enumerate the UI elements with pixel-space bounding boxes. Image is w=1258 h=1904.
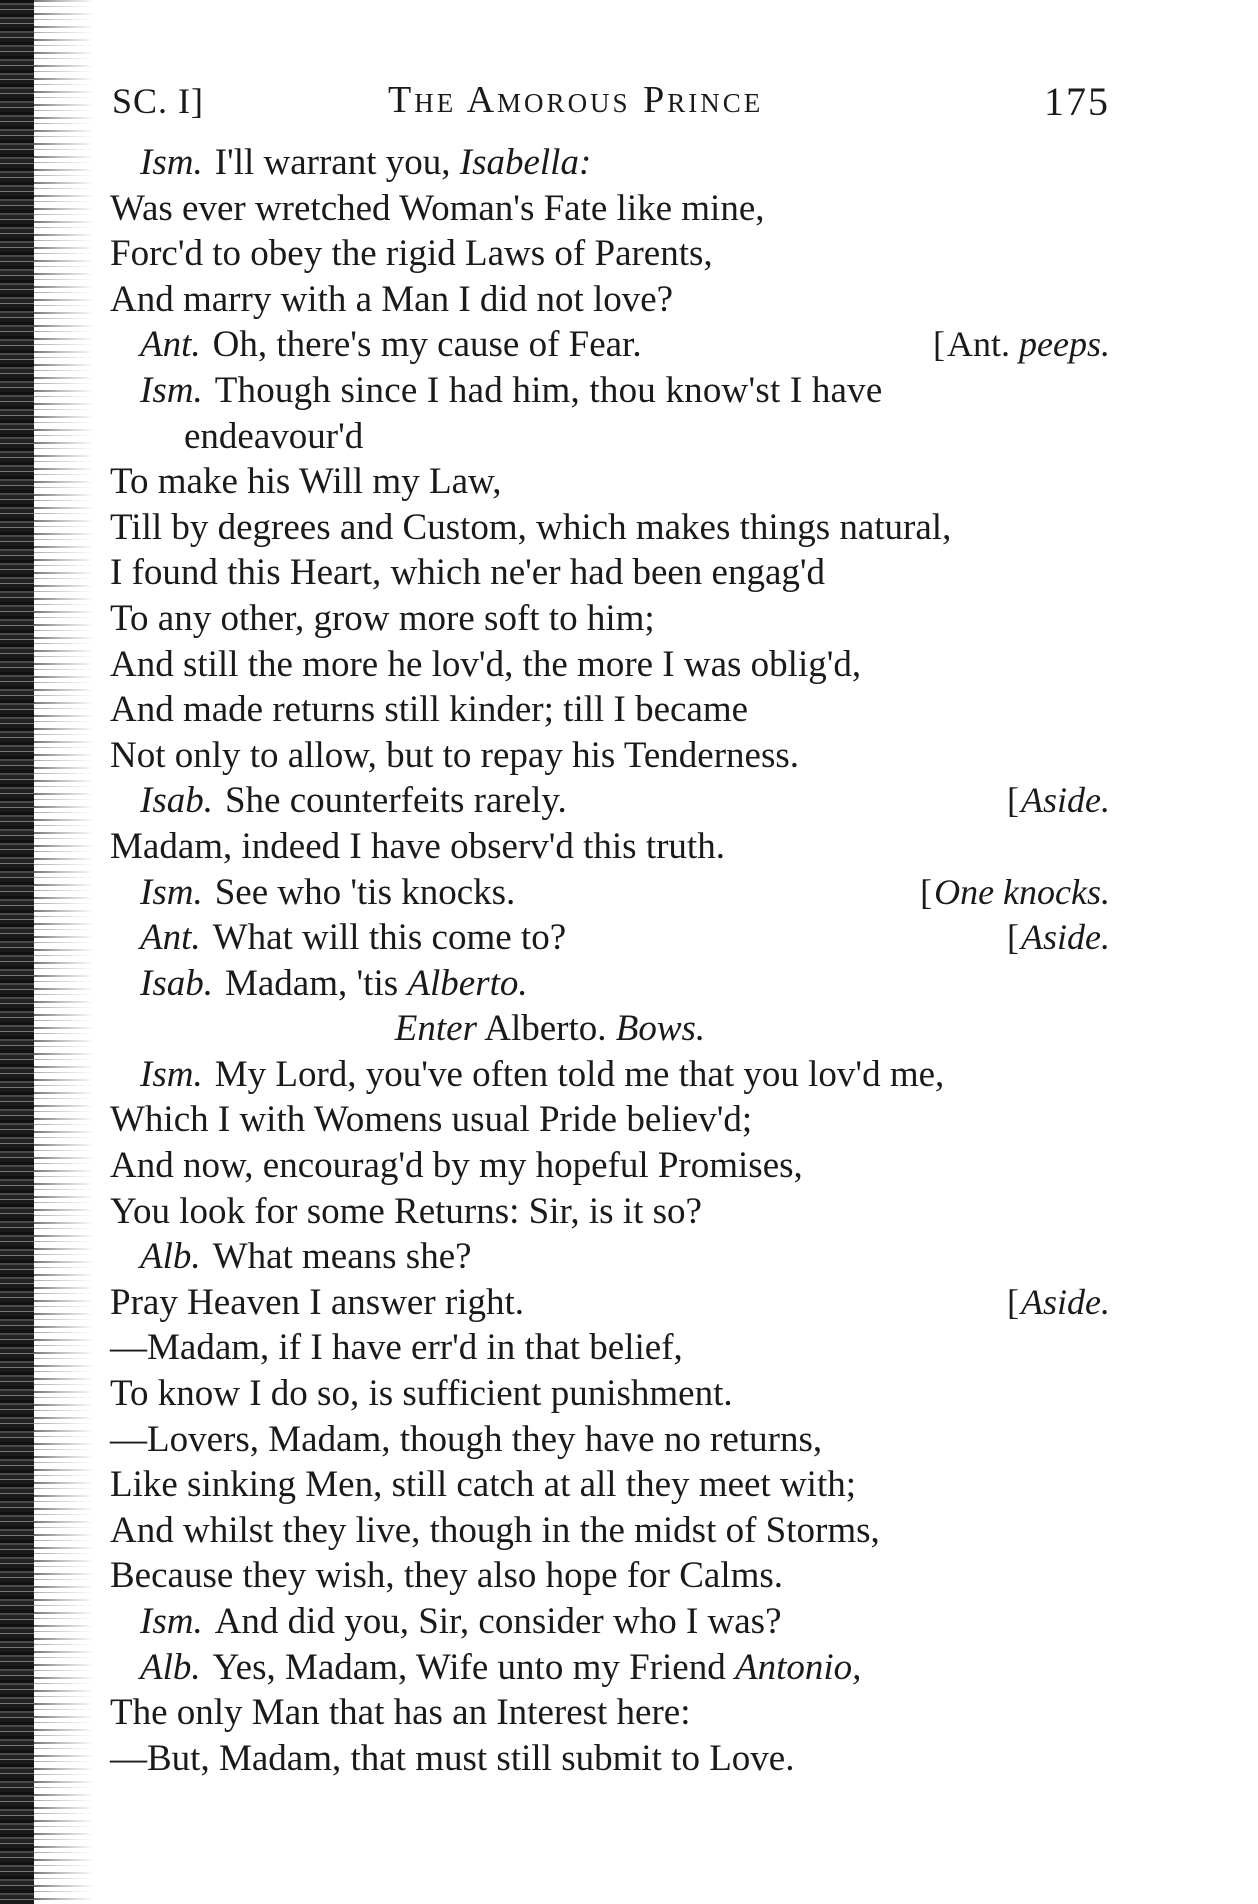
- speaker-name: Ism.: [140, 369, 203, 411]
- stage-entry-name: Alberto.: [484, 1008, 607, 1050]
- stage-direction: [Ant. peeps.: [933, 324, 1110, 365]
- speech-italic: Alberto.: [407, 962, 528, 1004]
- speaker-name: Isab.: [140, 780, 213, 822]
- stage-entry-verb: Enter: [394, 1008, 477, 1050]
- running-header: [110, 78, 1110, 138]
- speaker-name: Ism.: [140, 1601, 203, 1642]
- text-line: [110, 140, 1110, 186]
- stage-direction-text: Aside.: [1021, 1281, 1110, 1322]
- text-line: —Lovers, Madam, though they have no returns,: [110, 1418, 823, 1460]
- speaker-name: Ant.: [140, 917, 201, 959]
- text-line: To make his Will my Law,: [110, 461, 502, 503]
- text-line: [110, 322, 1110, 368]
- speaker-name: Ant.: [140, 324, 201, 366]
- text-line: [110, 778, 1110, 824]
- stage-direction: [Aside.: [1007, 780, 1110, 821]
- text-line: [110, 915, 1110, 961]
- text-line: Which I with Womens usual Pride believ'd;: [110, 1099, 753, 1141]
- speech-text: See who 'tis knocks.: [214, 871, 516, 913]
- speech-text: Yes, Madam, Wife unto my Friend: [212, 1646, 726, 1688]
- play-text: [110, 140, 1110, 1781]
- stage-direction-name: Ant.: [947, 324, 1011, 365]
- speech-text: My Lord, you've often told me that you lov'd me,: [214, 1053, 945, 1095]
- stage-entry-action: Bows.: [615, 1008, 706, 1050]
- text-line: You look for some Returns: Sir, is it so?: [110, 1190, 702, 1232]
- stage-direction-text: Aside.: [1021, 917, 1110, 958]
- stage-direction-text: Aside.: [1021, 780, 1110, 821]
- text-line: [110, 870, 1110, 916]
- speaker-name: Alb.: [140, 1236, 201, 1278]
- stage-direction: [Aside.: [1007, 917, 1110, 958]
- speaker-name: Isab.: [140, 962, 213, 1004]
- speaker-name: Alb.: [140, 1646, 201, 1688]
- text-line: Forc'd to obey the rigid Laws of Parents,: [110, 233, 713, 275]
- speech-text: What will this come to?: [212, 917, 567, 959]
- speaker-name: Ism.: [140, 871, 203, 913]
- text-line: [110, 961, 1110, 1007]
- text-line: Was ever wretched Woman's Fate like mine,: [110, 187, 765, 229]
- speech-text: And did you, Sir, consider who I was?: [214, 1601, 782, 1642]
- text-line: [110, 1280, 1110, 1326]
- book-binding-edge: [0, 0, 34, 1904]
- text-line: And now, encourag'd by my hopeful Promises,: [110, 1145, 803, 1187]
- speech-text: I'll warrant you,: [214, 142, 451, 183]
- text-line: To any other, grow more soft to him;: [110, 597, 655, 639]
- stage-direction: [One knocks.: [920, 871, 1110, 912]
- speech-italic: Isabella:: [459, 142, 592, 183]
- speech-text: Oh, there's my cause of Fear.: [212, 324, 642, 366]
- speech-text: Pray Heaven I answer right.: [110, 1281, 525, 1323]
- stage-entry: [110, 1006, 1110, 1052]
- speech-text: What means she?: [212, 1236, 472, 1278]
- text-line: Not only to allow, but to repay his Tenderness.: [110, 734, 799, 776]
- text-line: The only Man that has an Interest here:: [110, 1692, 691, 1734]
- text-line-continuation: endeavour'd: [184, 415, 364, 457]
- text-line: Like sinking Men, still catch at all they meet with;: [110, 1464, 856, 1506]
- text-line: And whilst they live, though in the midst of Storms,: [110, 1509, 880, 1551]
- section-marker: SC. I]: [112, 81, 205, 121]
- text-line: I found this Heart, which ne'er had been engag'd: [110, 552, 826, 594]
- speech-text: Madam, 'tis: [224, 962, 399, 1004]
- text-line: And made returns still kinder; till I became: [110, 689, 749, 731]
- text-line: —But, Madam, that must still submit to Love.: [110, 1737, 795, 1779]
- text-line: Because they wish, they also hope for Calms.: [110, 1555, 784, 1597]
- stage-direction: [Aside.: [1007, 1281, 1110, 1322]
- text-line: [110, 1234, 1110, 1280]
- book-page: [110, 78, 1110, 1781]
- text-line: [110, 1599, 1110, 1645]
- text-line: —Madam, if I have err'd in that belief,: [110, 1327, 683, 1369]
- text-line: [110, 1052, 1110, 1098]
- speaker-name: Ism.: [140, 142, 203, 183]
- page-number: 175: [1044, 79, 1110, 124]
- text-line: To know I do so, is sufficient punishment.: [110, 1373, 733, 1415]
- text-line: And still the more he lov'd, the more I was oblig'd,: [110, 643, 862, 685]
- speech-italic: Antonio,: [734, 1646, 862, 1688]
- text-line: Madam, indeed I have observ'd this truth.: [110, 825, 725, 867]
- text-line: [110, 1645, 1110, 1691]
- stage-direction-text: One knocks.: [934, 871, 1110, 912]
- stage-direction-text: peeps.: [1019, 324, 1110, 365]
- running-title: The Amorous Prince: [388, 79, 764, 121]
- text-line: And marry with a Man I did not love?: [110, 278, 674, 320]
- text-line: [110, 368, 1110, 414]
- speech-text: She counterfeits rarely.: [224, 780, 567, 822]
- speaker-name: Ism.: [140, 1053, 203, 1095]
- text-line: Till by degrees and Custom, which makes things natural,: [110, 506, 952, 548]
- speech-text: Though since I had him, thou know'st I have: [214, 369, 883, 411]
